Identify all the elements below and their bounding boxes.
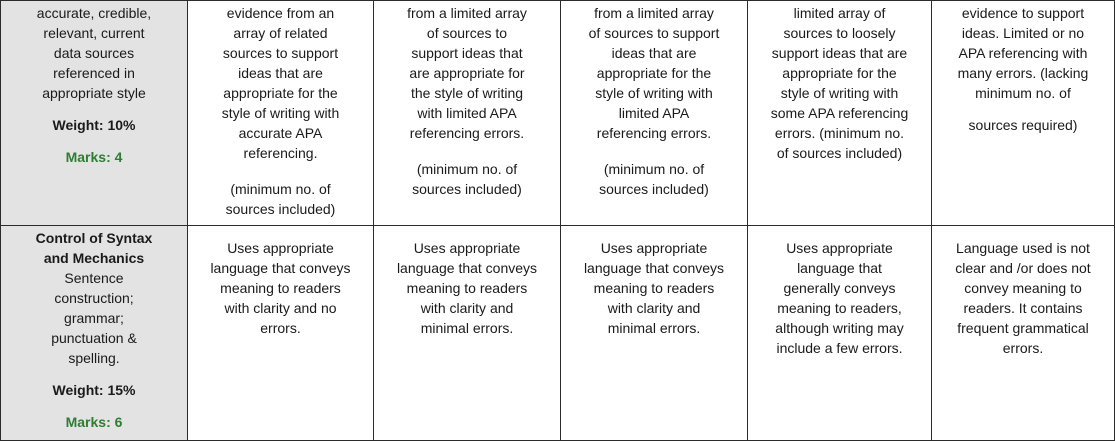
descriptor-text: meaning to readers — [220, 280, 341, 296]
criterion-text: construction; — [54, 290, 134, 306]
descriptor-text: referencing errors. — [596, 125, 712, 141]
descriptor-text: Uses appropriate — [786, 240, 893, 256]
descriptor-text: of sources included) — [776, 145, 903, 161]
descriptor-text: errors. — [260, 320, 301, 336]
descriptor-text: language that — [797, 260, 882, 276]
descriptor-text: from a limited array — [407, 5, 527, 21]
descriptor-text: many errors. (lacking — [957, 65, 1089, 81]
descriptor-text: minimum no. of — [975, 85, 1071, 101]
descriptor-text: APA referencing with — [958, 45, 1088, 61]
descriptor-text: support ideas that are — [771, 45, 908, 61]
descriptor-text: some APA referencing — [770, 105, 909, 121]
rubric-cell — [561, 1, 748, 226]
descriptor-note: sources included) — [599, 181, 709, 197]
descriptor-text: limited array of — [793, 5, 886, 21]
descriptor-text: the style of writing — [410, 85, 524, 101]
descriptor-text: appropriate for the — [223, 85, 338, 101]
descriptor-text: sources to support — [222, 45, 339, 61]
descriptor-text: style of writing with — [780, 85, 899, 101]
descriptor-text: sources to loosely — [783, 25, 896, 41]
descriptor-text: with clarity and no — [224, 300, 337, 316]
criterion-weight: Weight: 15% — [52, 382, 136, 398]
descriptor-text: appropriate for the — [782, 65, 897, 81]
criterion-marks: Marks: 6 — [65, 414, 123, 430]
descriptor-text: referencing errors. — [409, 125, 525, 141]
rubric-cell — [561, 226, 748, 441]
descriptor-text: language that conveys — [210, 260, 351, 276]
descriptor-text: ideas that are — [611, 45, 697, 61]
criterion-text: appropriate style — [42, 85, 146, 101]
descriptor-text: Language used is not — [956, 240, 1090, 256]
descriptor-text: with limited APA — [417, 105, 517, 121]
criterion-text: relevant, current — [43, 25, 145, 41]
descriptor-text: language that conveys — [396, 260, 538, 276]
criterion-cell-syntax — [1, 226, 188, 441]
descriptor-text: support ideas that — [411, 45, 523, 61]
criterion-marks: Marks: 4 — [65, 149, 123, 165]
criterion-title: and Mechanics — [43, 250, 145, 266]
rubric-cell — [188, 1, 374, 226]
descriptor-note: sources included) — [225, 201, 336, 217]
descriptor-text: ideas that are — [238, 65, 323, 81]
descriptor-text: meaning to readers — [406, 280, 528, 296]
descriptor-text: frequent grammatical — [957, 320, 1089, 336]
rubric-cell — [932, 226, 1115, 441]
descriptor-note: sources included) — [412, 181, 522, 197]
descriptor-text: include a few errors. — [776, 340, 903, 356]
rubric-cell — [748, 1, 932, 226]
descriptor-text: ideas. Limited or no — [961, 25, 1085, 41]
descriptor-text: are appropriate for — [409, 65, 525, 81]
descriptor-text: with clarity and — [607, 300, 701, 316]
rubric-cell — [374, 1, 561, 226]
descriptor-text: minimal errors. — [420, 320, 514, 336]
descriptor-text: with clarity and — [420, 300, 514, 316]
descriptor-text: generally conveys — [783, 280, 896, 296]
rubric-cell — [374, 226, 561, 441]
descriptor-text: from a limited array — [594, 5, 714, 21]
criterion-weight: Weight: 10% — [52, 117, 136, 133]
rubric-row-syntax — [1, 226, 1115, 441]
descriptor-text: Uses appropriate — [600, 240, 708, 256]
descriptor-note: (minimum no. of — [603, 161, 705, 177]
descriptor-note: sources required) — [968, 117, 1078, 133]
criterion-text: accurate, credible, — [36, 5, 152, 21]
descriptor-text: meaning to readers — [593, 280, 715, 296]
descriptor-text: language that conveys — [583, 260, 725, 276]
rubric-row-sources — [1, 1, 1115, 226]
criterion-text: data sources — [53, 45, 135, 61]
criterion-text: grammar; — [64, 310, 124, 326]
descriptor-text: evidence from an — [226, 5, 335, 21]
descriptor-text: style of writing with — [221, 105, 340, 121]
descriptor-note: (minimum no. of — [416, 161, 518, 177]
criterion-cell-sources — [1, 1, 188, 226]
descriptor-text: limited APA — [618, 105, 690, 121]
descriptor-text: referencing. — [243, 145, 318, 161]
criterion-text: spelling. — [68, 350, 120, 366]
descriptor-text: errors. — [1002, 340, 1044, 356]
descriptor-text: appropriate for the — [596, 65, 712, 81]
rubric-cell — [748, 226, 932, 441]
criterion-title: Control of Syntax — [35, 230, 153, 246]
descriptor-text: of sources to support — [588, 25, 720, 41]
criterion-text: punctuation & — [51, 330, 137, 346]
descriptor-text: minimal errors. — [607, 320, 701, 336]
descriptor-text: evidence to support — [961, 5, 1085, 21]
criterion-text: Sentence — [64, 270, 124, 286]
descriptor-text: readers. It contains — [963, 300, 1083, 316]
descriptor-note: (minimum no. of — [230, 181, 331, 197]
rubric-cell — [932, 1, 1115, 226]
descriptor-text: Uses appropriate — [413, 240, 521, 256]
rubric-cell — [188, 226, 374, 441]
descriptor-text: convey meaning to — [964, 280, 1082, 296]
descriptor-text: meaning to readers, — [777, 300, 902, 316]
descriptor-text: although writing may — [775, 320, 904, 336]
descriptor-text: style of writing with — [595, 85, 713, 101]
descriptor-text: array of related — [233, 25, 328, 41]
descriptor-text: of sources to — [426, 25, 508, 41]
descriptor-text: clear and /or does not — [955, 260, 1091, 276]
descriptor-text: Uses appropriate — [227, 240, 334, 256]
descriptor-text: accurate APA — [238, 125, 323, 141]
criterion-text: referenced in — [53, 65, 135, 81]
descriptor-text: errors. (minimum no. — [774, 125, 905, 141]
